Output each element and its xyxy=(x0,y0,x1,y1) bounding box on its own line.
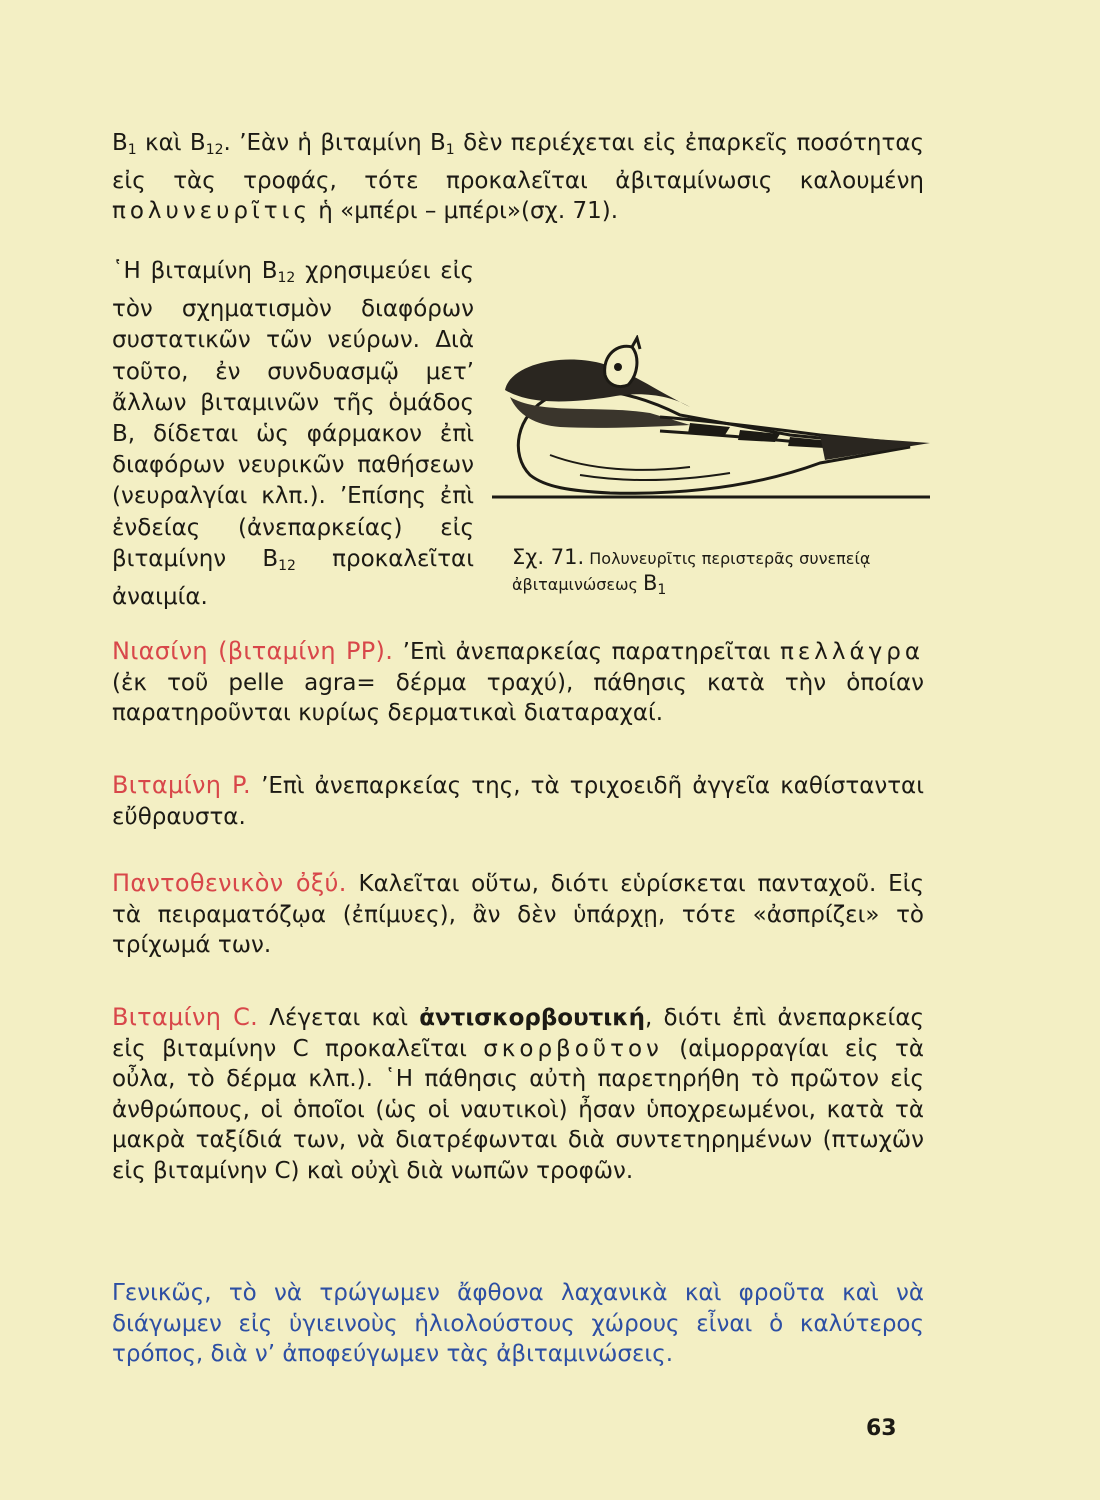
term-pellagra: πελλάγρα xyxy=(779,639,925,665)
term-polyneuritis: πολυνευρῖτις xyxy=(112,198,311,224)
b1-label: $B_1$ xyxy=(642,571,667,598)
paragraph-b1-b12: $B_1$ καὶ $B_{12}$. ’Εὰν ἡ βιταμίνη $B_1$ δὲν περιέχεται εἰς ἐπαρκεῖς ποσότητας εἰς τὰς τροφάς, τότε προκαλεῖται ἀβιταμίνωσις καλουμένη πολυνευρῖτις ἡ «μπέρι – μπέρι»(σχ. 71). xyxy=(112,130,924,224)
pigeon-illustration xyxy=(490,335,935,505)
paragraph-vitamin-c: Βιταμίνη C. Λέγεται καὶ ἀντισκορβουτική, διότι ἐπὶ ἀνεπαρκείας εἰς βιταμίνην C προκαλεῖται σκορβοῦτον (αἱμορραγίαι εἰς τὰ οὖλα, τὸ δέρμα κλπ.). ῾Η πάθησις αὐτὴ παρετηρήθη τὸ πρῶτον εἰς ἀνθρώπους, οἱ ὁποῖοι (ὡς οἱ ναυτικοὶ) ἦσαν ὑποχρεωμένοι, κατὰ τὰ μακρὰ ταξίδιά των, νὰ διατρέφωνται διὰ συντετηρημένων (πτωχῶν εἰς βιταμίνην C) καὶ οὐχὶ διὰ νωπῶν τροφῶν. xyxy=(112,1003,925,1184)
paragraph-b12-uses: ῾Η βιταμίνη $B_{12}$ χρησιμεύει εἰς τὸν σχηματισμὸν διαφόρων συστατικῶν τῶν νεύρων. Διὰ τοῦτο, ἐν συνδυασμῷ μετ’ ἄλλων βιταμινῶν τῆς ὁμάδος B, δίδεται ὡς φάρμακον ἐπὶ διαφόρων νευρικῶν παθήσεων (νευραλγίαι κλπ.). ’Επίσης ἐπὶ ἐνδείας (ἀνεπαρκείας) εἰς βιταμίνην $B_{12}$ προκαλεῖται ἀναιμία. xyxy=(112,258,474,611)
figure-71 xyxy=(490,335,935,509)
figure-caption: Σχ. 71. Πολυνευρῖτις περιστερᾶς συνεπείᾳ ἀβιταμινώσεως $B_1$ xyxy=(512,545,871,598)
heading-niacin: Νιασίνη (βιταμίνη PP). xyxy=(112,637,394,665)
heading-pantothenic-acid: Παντοθενικὸν ὀξύ. xyxy=(112,869,347,897)
b12-label: $B_{12}$ xyxy=(262,545,296,574)
paragraph-niacin: Νιασίνη (βιταμίνη PP). ’Επὶ ἀνεπαρκείας παρατηρεῖται πελλάγρα (ἐκ τοῦ pelle agra= δέρμα τραχύ), πάθησις κατὰ τὴν ὁποίαν παρατηροῦνται κυρίως δερματικαὶ διαταραχαί. xyxy=(112,637,925,726)
b12-label: $B_{12}$ xyxy=(189,130,224,158)
heading-vitamin-p: Βιταμίνη P. xyxy=(112,771,251,799)
paragraph-conclusion: Γενικῶς, τὸ νὰ τρώγωμεν ἄφθονα λαχανικὰ καὶ φροῦτα καὶ νὰ διάγωμεν εἰς ὑγιεινοὺς ἡλιολούστους χώρους εἶναι ὁ καλύτερος τρόπος, διὰ ν’ ἀποφεύγωμεν τὰς ἀβιταμινώσεις. xyxy=(112,1280,924,1367)
paragraph-pantothenic-acid: Παντοθενικὸν ὀξύ. Καλεῖται οὕτω, διότι εὑρίσκεται πανταχοῦ. Εἰς τὰ πειραματόζῳα (ἐπίμυες), ἂν δὲν ὑπάρχῃ, τότε «ἀσπρίζει» τὸ τρίχωμά των. xyxy=(112,869,924,958)
paragraph-vitamin-p: Βιταμίνη P. ’Επὶ ἀνεπαρκείας της, τὰ τριχοειδῆ ἀγγεῖα καθίστανται εὔθραυστα. xyxy=(112,771,924,830)
page-number: 63 xyxy=(866,1416,897,1441)
term-antiscorbutic: ἀντισκορβουτική xyxy=(419,1005,645,1031)
b1-label: $B_1$ xyxy=(112,130,137,158)
heading-vitamin-c: Βιταμίνη C. xyxy=(112,1003,259,1031)
term-scurvy: σκορβοῦτον xyxy=(483,1035,663,1062)
b1-label: $B_1$ xyxy=(430,130,455,158)
b12-label: $B_{12}$ xyxy=(261,258,296,286)
